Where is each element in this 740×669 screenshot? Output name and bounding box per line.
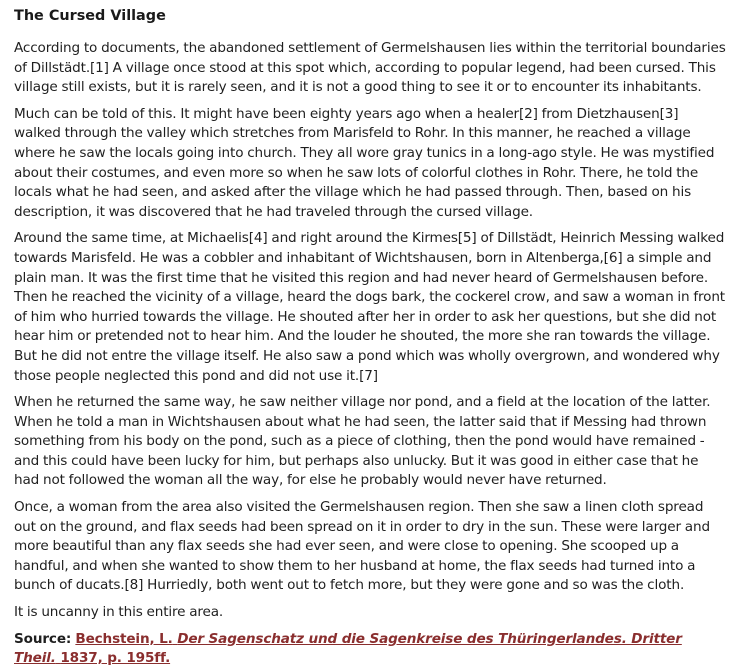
source-link[interactable]	[14, 631, 682, 666]
source-citation	[14, 630, 726, 668]
paragraph-6: It is uncanny in this entire area.	[14, 604, 224, 621]
page-title: The Cursed Village	[14, 8, 166, 24]
source-work-title: Der Sagenschatz und die Sagenkreise des Thüringerlandes. Dritter Theil.	[14, 630, 682, 666]
paragraph-5: Once, a woman from the area also visited the Germelshausen region. Then she saw a linen cloth spread out on the ground, and flax seeds had been spread on it in order to dry in the sun. These were larger and more beautiful than any flax seeds she had ever seen, and were close to opening. She scooped up a handful, and when she wanted to show them to her husband at home, the flax seeds had turned into a bunch of ducats.[8] Hurriedly, both went out to fetch more, but they were gone and so was the cloth.	[14, 499, 710, 594]
paragraph-4: When he returned the same way, he saw neither village nor pond, and a field at the location of the latter. When he told a man in Wichtshausen about what he had seen, the latter said that if Messing had thrown something from his body on the pond, such as a piece of clothing, then the pond would have remained - and this could have been lucky for him, but perhaps also unlucky. But it was good in either case that he had not followed the woman all the way, for else he probably would never have returned.	[14, 394, 711, 489]
source-author: Bechstein, L.	[75, 630, 173, 647]
paragraph-1: According to documents, the abandoned settlement of Germelshausen lies within the territorial boundaries of Dillstädt.[1] A village once stood at this spot which, according to popular legend, had been cursed. This village still exists, but it is rarely seen, and it is not a good thing to see it or to encounter its inhabitants.	[14, 40, 726, 96]
source-label: Source:	[14, 630, 72, 647]
source-details: 1837, p. 195ff.	[60, 649, 171, 666]
paragraph-3: Around the same time, at Michaelis[4] and right around the Kirmes[5] of Dillstädt, Heinrich Messing walked towards Marisfeld. He was a cobbler and inhabitant of Wichtshausen, born in Altenberga,[6] a simple and plain man. It was the first time that he visited this region and had never heard of Germelshausen before. Then he reached the vicinity of a village, heard the dogs bark, the cockerel crow, and saw a woman in front of him who hurried towards the village. He shouted after her in order to ask her questions, but she did not hear him or pretended not to hear him. And the louder he shouted, the more she ran towards the village. But he did not entre the village itself. He also saw a pond which was wholly overgrown, and wondered why those people neglected this pond and did not use it.[7]	[14, 230, 725, 384]
paragraph-2: Much can be told of this. It might have been eighty years ago when a healer[2] from Dietzhausen[3] walked through the valley which stretches from Marisfeld to Rohr. In this manner, he reached a village where he saw the locals going into church. They all wore gray tunics in a long-ago style. He was mystified about their costumes, and even more so when he saw lots of colorful clothes in Rohr. There, he told the locals what he had seen, and asked after the village which he had passed through. Then, based on his description, it was discovered that he had traveled through the cursed village.	[14, 105, 715, 220]
